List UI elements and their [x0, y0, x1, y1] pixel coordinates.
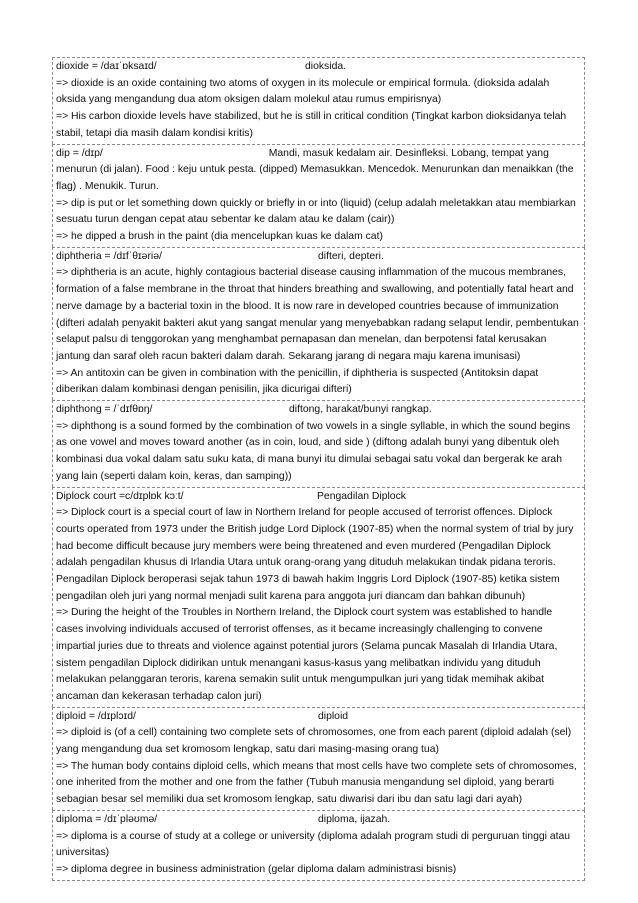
headword: diploma = /dɪˈpləʊmə/ [56, 813, 158, 825]
definition-line: => diploma is a course of study at a college or university (diploma adalah program studi di perguruan tinggi atau universitas) [56, 830, 571, 859]
entry-diploma [52, 810, 585, 881]
definition-line: => diploid is (of a cell) containing two complete sets of chromosomes, one from each parent (diploid adalah (sel) yang mengandung dua set kromosom lengkap, satu dari masing-masing orang tua) [56, 727, 572, 756]
example-line: => The human body contains diploid cells, which means that most cells have two complete sets of chromosomes, one inherited from the mother and one from the father (Tubuh manusia mengandung sel diploid, yang berarti sebagian besar sel memiliki dua set kromosom lengkap, satu diwarisi dari ibu dan satu lagi dari ayah) [56, 760, 577, 806]
example-line: => he dipped a brush in the paint (dia mencelupkan kuas ke dalam cat) [56, 231, 383, 243]
example-line: => During the height of the Troubles in Northern Ireland, the Diplock court system was established to handle cases involving individuals accused of terrorist offenses, as it became increasingly challenging to convene impartial juries due to threats and violence against potential jurors (Selama puncak Masalah di Irlandia Utara, sistem pengadilan Diplock didirikan untuk menangani kasus-kasus yang melibatkan individu yang dituduh melakukan pelanggaran teroris, karena semakin sulit untuk mengumpulkan juri yang tidak memihak akibat ancaman dan kekerasan terhadap calon juri) [56, 607, 558, 702]
example-line: => An antitoxin can be given in combination with the penicillin, if diphtheria is suspected (Antitoksin dapat diberikan dalam kombinasi dengan penisilin, jika dicurigai difteri) [56, 367, 539, 396]
definition-line: => diphtheria is an acute, highly contagious bacterial disease causing inflammation of the mucous membranes, formation of a false membrane in the throat that hinders breathing and swallowing, and potentially fatal heart and nerve damage by a bacterial toxin in the blood. It is now rare in developed countries because of immunization (difteri adalah penyakit bakteri akut yang sangat menular yang menyebabkan radang selaput lendir, pembentukan selaput palsu di tenggorokan yang menghambat pernapasan dan menelan, dan berpotensi fatal kerusakan jantung dan saraf oleh racun bakteri dalam darah. Sekarang jarang di negara maju karena imunisasi) [56, 267, 579, 362]
entry-head [56, 249, 581, 266]
entry-diphtheria [52, 247, 585, 400]
definition-line: => dioxide is an oxide containing two atoms of oxygen in its molecule or empirical formula. (dioksida adalah oksida yang mengandung dua atom oksigen dalam molekul atau rumus empirisnya) [56, 77, 550, 106]
entry-head [56, 59, 581, 76]
translation: diploid [318, 710, 349, 722]
entry-diplock-court [52, 487, 585, 707]
entry-head [56, 709, 581, 726]
entry-head [56, 489, 581, 506]
definition-line: => Diplock court is a special court of law in Northern Ireland for people accused of terrorist offences. Diplock courts operated from 1973 under the British judge Lord Diplock (1907-85) when the normal system of trial by jury had become difficult because jury members were being threatened and even murdered (Pengadilan Diplock adalah pengadilan khusus di Irlandia Utara untuk orang-orang yang dituduh melakukan tindak pidana teroris. Pengadilan Diplock beroperasi sejak tahun 1973 di bawah hakim Inggris Lord Diplock (1907-85) ketika sistem pengadilan oleh juri yang normal menjadi sulit karena para anggota juri diancam dan bahkan dibunuh) [56, 507, 574, 602]
translation: difteri, depteri. [318, 250, 384, 262]
headword: dip = /dɪp/ [56, 147, 103, 159]
entry-head [56, 402, 581, 419]
headword: diphtheria = /dɪfˈθɪəriə/ [56, 250, 162, 262]
translation: dioksida. [305, 61, 347, 72]
headword: dioxide = /daɪˈɒksaɪd/ [56, 61, 157, 72]
entry-dioxide [52, 57, 585, 144]
headword: Diplock court =c/dɪplɒk kɔːt/ [56, 490, 184, 502]
headword: diploid = /dɪplɔɪd/ [56, 710, 136, 722]
entry-head [56, 812, 581, 829]
translation: Pengadilan Diplock [317, 490, 406, 502]
example-line: => diploma degree in business administration (gelar diploma dalam administrasi bisnis) [56, 863, 457, 875]
entry-head [56, 146, 581, 196]
definition-line: => diphthong is a sound formed by the combination of two vowels in a single syllable, in which the sound begins as one vowel and moves toward another (as in coin, loud, and side ) (diftong adalah bunyi yang dibentuk oleh kombinasi dua vokal dalam satu suku kata, di mana bunyi itu dimulai sebagai satu vokal dan bergerak ke arah yang lain (seperti dalam koin, keras, dan samping)) [56, 420, 571, 482]
translation: diftong, harakat/bunyi rangkap. [289, 404, 432, 416]
dictionary-page [52, 57, 585, 881]
definition-line: => dip is put or let something down quickly or briefly in or into (liquid) (celup adalah meletakkan atau membiarkan sesuatu turun dengan cepat atau sebentar ke dalam atau ke dalam (cair)) [56, 197, 576, 226]
entry-diploid [52, 707, 585, 810]
translation: Mandi, masuk kedalam air. Desinfleksi. Lobang, tempat yang menurun (di jalan). Food : keju untuk pesta. (dipped) Memasukkan. Mencedok. Menurunkan dan menaikkan (the flag) . Menukik. Turun. [56, 147, 574, 192]
translation: diploma, ijazah. [318, 813, 391, 825]
headword: diphthong = /ˈdɪfθɒŋ/ [56, 404, 153, 416]
entry-dip [52, 144, 585, 247]
entry-diphthong [52, 400, 585, 487]
example-line: => His carbon dioxide levels have stabilized, but he is still in critical condition (Tingkat karbon dioksidanya telah stabil, tetapi dia masih dalam kondisi kritis) [56, 111, 567, 139]
